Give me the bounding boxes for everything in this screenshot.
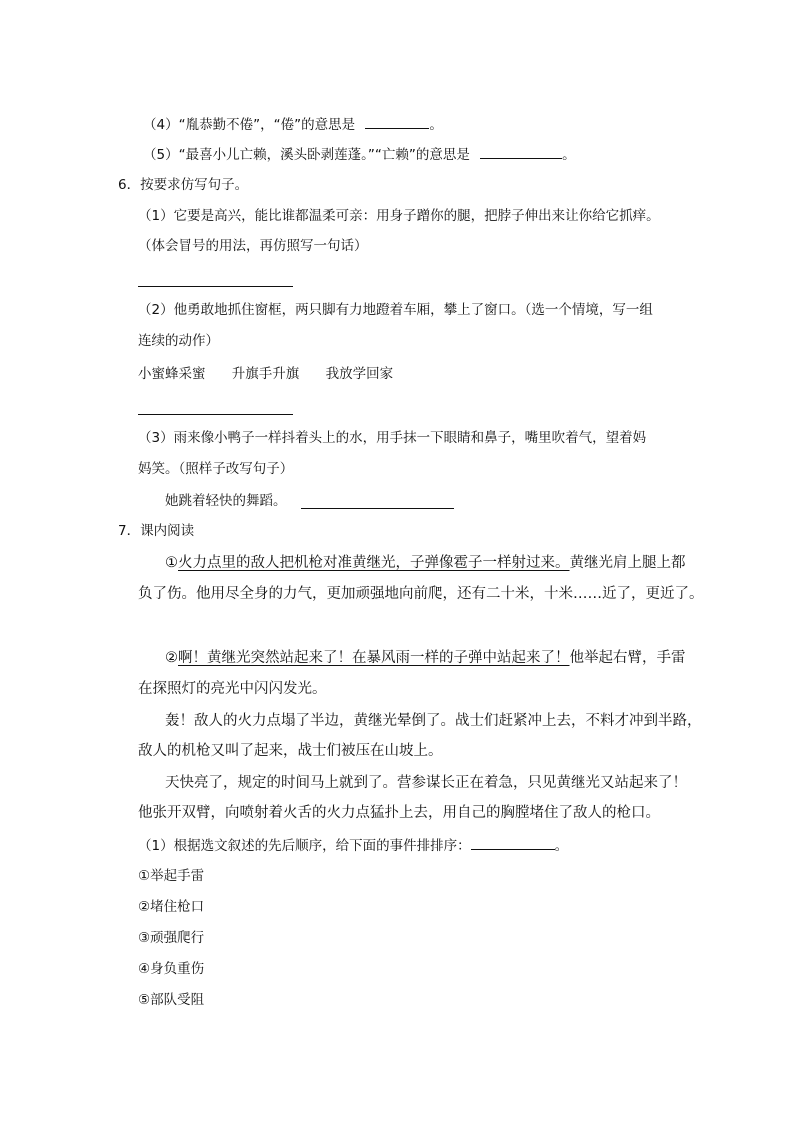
passage-paragraph-4: 天快亮了，规定的时间马上就到了。营参谋长正在着急，只见黄继光又站起来了！: [165, 775, 687, 791]
event-item: ②堵住枪口: [138, 899, 205, 915]
q6-item-1-line-2: （体会冒号的用法，再仿照写一句话）: [138, 238, 368, 254]
passage-paragraph-3-line-2: 敌人的机枪又叫了起来，战士们被压在山坡上。: [138, 743, 443, 759]
answer-line[interactable]: [138, 414, 293, 415]
event-item: ③顽强爬行: [138, 930, 205, 946]
q6-item-3-line-1: （3）雨来像小鸭子一样抖着头上的水，用手抹一下眼睛和鼻子，嘴里吹着气，望着妈: [138, 430, 647, 446]
answer-blank[interactable]: [365, 114, 429, 129]
event-item: ⑤部队受阻: [138, 992, 205, 1008]
underlined-sentence: 火力点里的敌人把机枪对准黄继光，子弹像雹子一样射过来。: [178, 555, 570, 571]
passage-paragraph-2: ②啊！黄继光突然站起来了！在暴风雨一样的子弹中站起来了！他举起右臂，手雷: [165, 650, 686, 666]
q6-item-2-line-1: （2）他勇敢地抓住窗框，两只脚有力地蹬着车厢，攀上了窗口。（选一个情境，写一组: [138, 302, 653, 318]
passage-paragraph-3: 轰！敌人的火力点塌了半边，黄继光晕倒了。战士们赶紧冲上去，不料才冲到半路，: [165, 713, 702, 729]
option-home: 我放学回家: [325, 366, 394, 382]
q6-item-1-line-1: （1）它要是高兴，能比谁都温柔可亲：用身子蹭你的腿，把脖子伸出来让你给它抓痒。: [138, 208, 660, 224]
q6-item-3-example: 她跳着轻快的舞蹈。: [165, 493, 287, 509]
answer-line[interactable]: [138, 286, 293, 287]
q6-item-2-line-2: 连续的动作）: [138, 333, 219, 349]
answer-line[interactable]: [301, 508, 454, 509]
q6-item-3-line-2: 妈笑。（照样子改写句子）: [138, 461, 294, 477]
answer-blank[interactable]: [480, 144, 562, 159]
passage-paragraph-1: ①火力点里的敌人把机枪对准黄继光，子弹像雹子一样射过来。黄继光肩上腿上都: [165, 555, 686, 571]
passage-paragraph-2-line-2: 在探照灯的亮光中闪闪发光。: [138, 681, 327, 697]
answer-blank[interactable]: [471, 835, 555, 850]
event-item: ①举起手雷: [138, 868, 205, 884]
passage-paragraph-1-line-2: 负了伤。他用尽全身的力气，更加顽强地向前爬，还有二十米，十米……近了，更近了。: [138, 586, 704, 602]
passage-paragraph-4-line-2: 他张开双臂，向喷射着火舌的火力点猛扑上去，用自己的胸膛堵住了敌人的枪口。: [138, 805, 660, 821]
underlined-sentence: 啊！黄继光突然站起来了！在暴风雨一样的子弹中站起来了！: [178, 650, 570, 666]
q7-subquestion-1: （1）根据选文叙述的先后顺序，给下面的事件排排序： 。: [138, 835, 568, 856]
q5-item-4: （4）“胤恭勤不倦”，“倦”的意思是 。: [143, 114, 443, 135]
q6-options: [138, 364, 393, 384]
question-6-title: 6．按要求仿写句子。: [118, 177, 249, 193]
question-7-title: 7．课内阅读: [118, 523, 195, 539]
q5-item-5: （5）“最喜小儿亡赖，溪头卧剥莲蓬。”“亡赖”的意思是 。: [143, 144, 576, 165]
option-bee: 小蜜蜂采蜜: [138, 366, 206, 382]
option-flag: 升旗手升旗: [231, 366, 300, 382]
event-item: ④身负重伤: [138, 961, 205, 977]
